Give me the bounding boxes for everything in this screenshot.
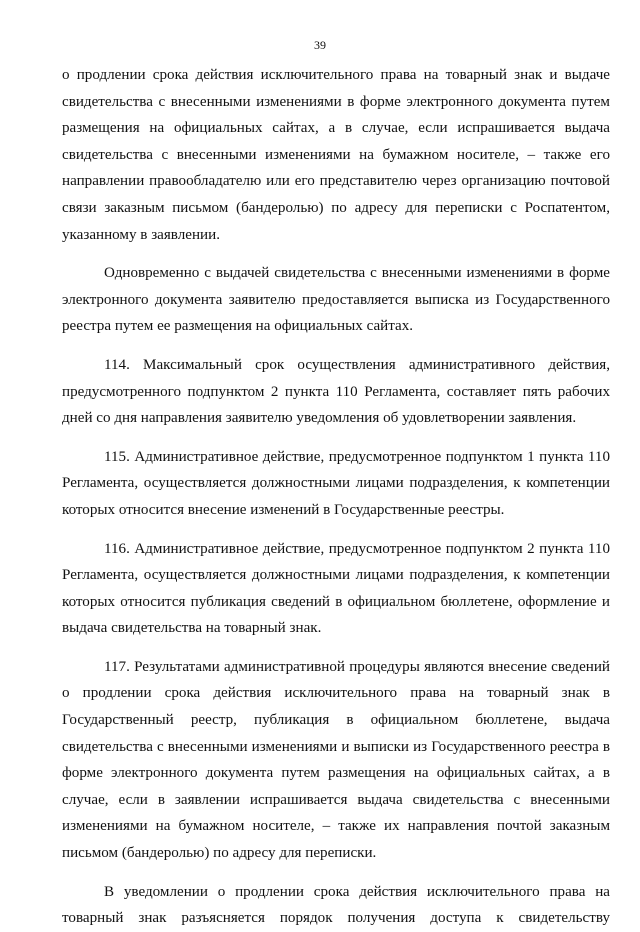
page-number: 39 xyxy=(314,38,326,52)
paragraph-116: 116. Административное действие, предусмотренное подпунктом 2 пункта 110 Регламента, осуществляется должностными лицами подразделения, к компетенции которых относится публикация сведений в официальном бюллетене, оформление и выдача свидетельства на товарный знак. xyxy=(62,540,610,637)
document-body xyxy=(62,62,610,932)
paragraph-117: 117. Результатами административной процедуры являются внесение сведений о продлении срока действия исключительного права на товарный знак в Государственный реестр, публикация в официальном бюллетене, выдача свидетельства с внесенными изменениями и выписки из Государственного реестра в форме электронного документа путем размещения на официальных сайтах, а в случае, если в заявлении испрашивается выдача свидетельства с внесенными изменениями на бумажном носителе, – также их направления почтой заказным письмом (бандеролью) по адресу для переписки. xyxy=(62,658,610,862)
paragraph-extract-issuance: Одновременно с выдачей свидетельства с внесенными изменениями в форме электронного документа заявителю предоставляется выписка из Государственного реестра путем ее размещения на официальных сайтах. xyxy=(62,265,610,335)
paragraph-continuation: о продлении срока действия исключительного права на товарный знак и выдаче свидетельства с внесенными изменениями в форме электронного документа путем размещения на официальных сайтах, а в случае, если испрашивается выдача свидетельства с внесенными изменениями на бумажном носителе, – также его направлении правообладателю или его представителю через организацию почтовой связи заказным письмом (бандеролью) по адресу для переписки с Роспатентом, указанному в заявлении. xyxy=(62,67,610,243)
paragraph-114: 114. Максимальный срок осуществления административного действия, предусмотренного подпунктом 2 пункта 110 Регламента, составляет пять рабочих дней со дня направления заявителю уведомления об удовлетворении заявления. xyxy=(62,356,610,427)
paragraph-notification: В уведомлении о продлении срока действия исключительного права на товарный знак разъясняется порядок получения доступа к свидетельству xyxy=(62,883,610,927)
paragraph-115: 115. Административное действие, предусмотренное подпунктом 1 пункта 110 Регламента, осуществляется должностными лицами подразделения, к компетенции которых относится внесение изменений в Государственные реестры. xyxy=(62,448,610,518)
